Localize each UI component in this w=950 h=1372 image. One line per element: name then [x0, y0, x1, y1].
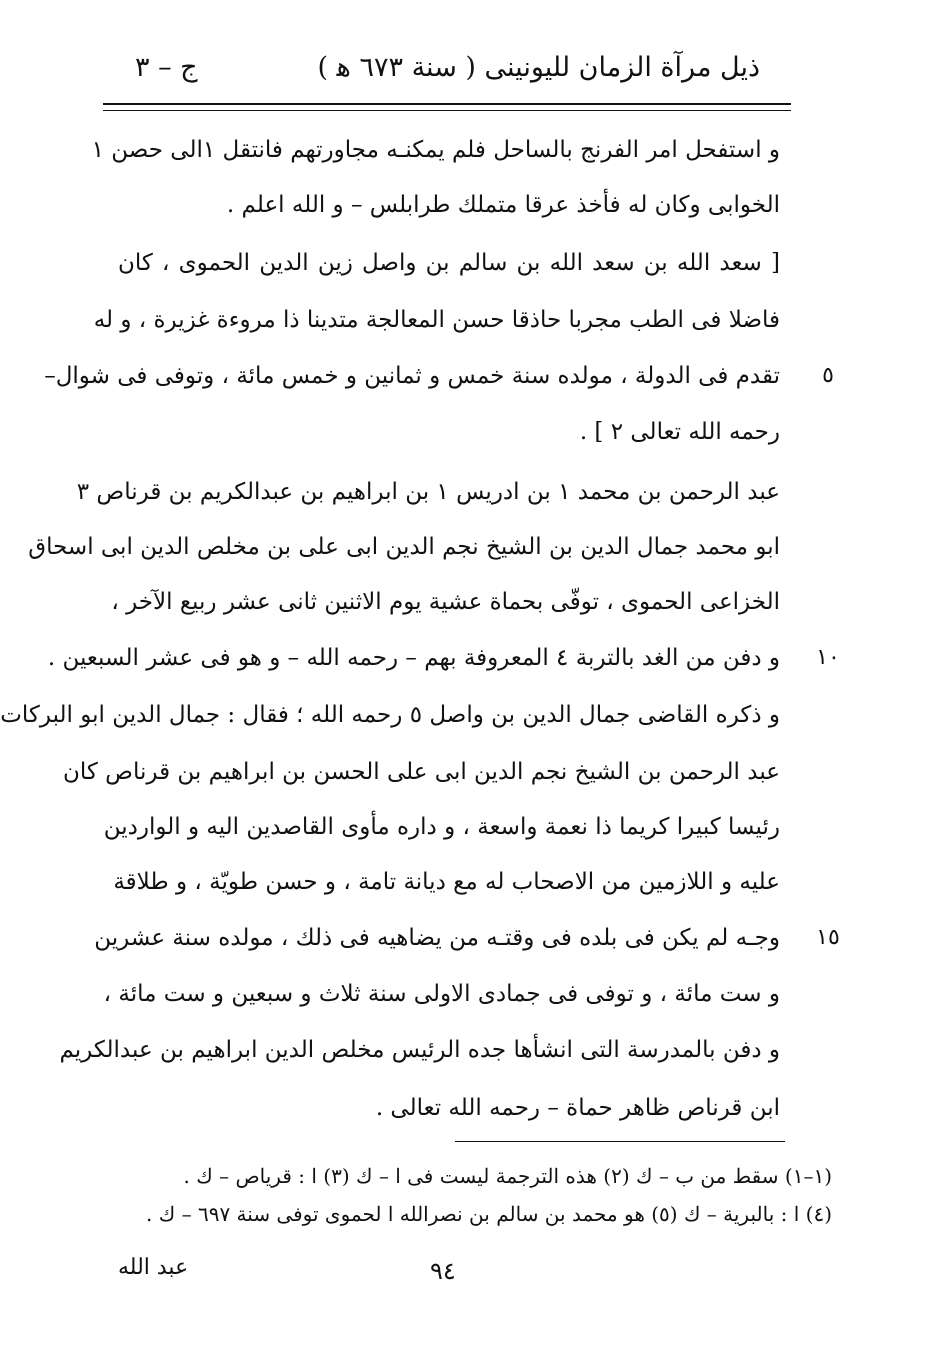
text-line: وجـه لم يكن فى بلده فى وقتـه من يضاهيه فى ذلك ، مولده سنة عشرين [94, 925, 780, 951]
text-line: الخوابى وكان له فأخذ عرقا متملك طرابلس – و الله اعلم . [226, 192, 780, 218]
text-line: و ذكره القاضى جمال الدين بن واصل ٥ رحمه الله ؛ فقال : جمال الدين ابو البركات [0, 702, 780, 728]
footnote-rule [455, 1141, 785, 1142]
footnote-line: (١–١) سقط من ب – ك (٢) هذه الترجمة ليست فى ا – ك (٣) ا : قرياص – ك . [183, 1164, 832, 1188]
running-header-volume: ج – ٣ [135, 52, 198, 83]
text-line: و دفن من الغد بالتربة ٤ المعروفة بهم – رحمه الله – و هو فى عشر السبعين . [47, 645, 780, 671]
text-line: و ست مائة ، و توفى فى جمادى الاولى سنة ثلاث و سبعين و ست مائة ، [103, 981, 780, 1007]
catchword: عبد الله [118, 1255, 189, 1280]
text-line: تقدم فى الدولة ، مولده سنة خمس و ثمانين و خمس مائة ، وتوفى فى شوال– [44, 363, 780, 389]
text-line: ابو محمد جمال الدين بن الشيخ نجم الدين ابى على بن مخلص الدين ابى اسحاق [28, 534, 780, 560]
text-line: و استفحل امر الفرنج بالساحل فلم يمكنـه مجاورتهم فانتقل ١الى حصن ١ [91, 137, 780, 163]
text-line: و دفن بالمدرسة التى انشأها جده الرئيس مخلص الدين ابراهيم بن عبدالكريم [59, 1037, 780, 1063]
running-header-title: ذيل مرآة الزمان لليونينى ( سنة ٦٧٣ ﻫ ) [317, 52, 760, 83]
line-number-10: ١٠ [816, 645, 840, 670]
entry-heading-line: [ سعد الله بن سعد الله بن سالم بن واصل زين الدين الحموى ، كان [118, 250, 780, 276]
text-line: عبد الرحمن بن الشيخ نجم الدين ابى على الحسن بن ابراهيم بن قرناص كان [63, 759, 780, 785]
text-line: ابن قرناص ظاهر حماة – رحمه الله تعالى . [375, 1095, 780, 1121]
footnote-line: (٤) ا : بالبرية – ك (٥) هو محمد بن سالم بن نصرالله ا لحموى توفى سنة ٦٩٧ – ك . [146, 1202, 832, 1226]
page-number: ٩٤ [430, 1257, 456, 1285]
header-rule-second [103, 110, 791, 111]
text-line: رئيسا كبيرا كريما ذا نعمة واسعة ، و داره مأوى القاصدين اليه و الواردين [103, 814, 780, 840]
line-number-15: ١٥ [816, 925, 840, 950]
entry-heading-line: عبد الرحمن بن محمد ١ بن ادريس ١ بن ابراهيم بن عبدالكريم بن قرناص ٣ [76, 479, 780, 505]
text-line: الخزاعى الحموى ، توفّى بحماة عشية يوم الاثنين ثانى عشر ربيع الآخر ، [111, 589, 780, 615]
text-line: فاضلا فى الطب مجربا حاذقا حسن المعالجة متدينا ذا مروءة غزيرة ، و له [93, 307, 780, 333]
text-line: رحمه الله تعالى ٢ ] . [579, 419, 780, 445]
header-rule [103, 103, 791, 105]
line-number-5: ٥ [822, 363, 834, 388]
text-line: عليه و اللازمين من الاصحاب له مع ديانة تامة ، و حسن طويّة ، و طلاقة [113, 869, 780, 895]
